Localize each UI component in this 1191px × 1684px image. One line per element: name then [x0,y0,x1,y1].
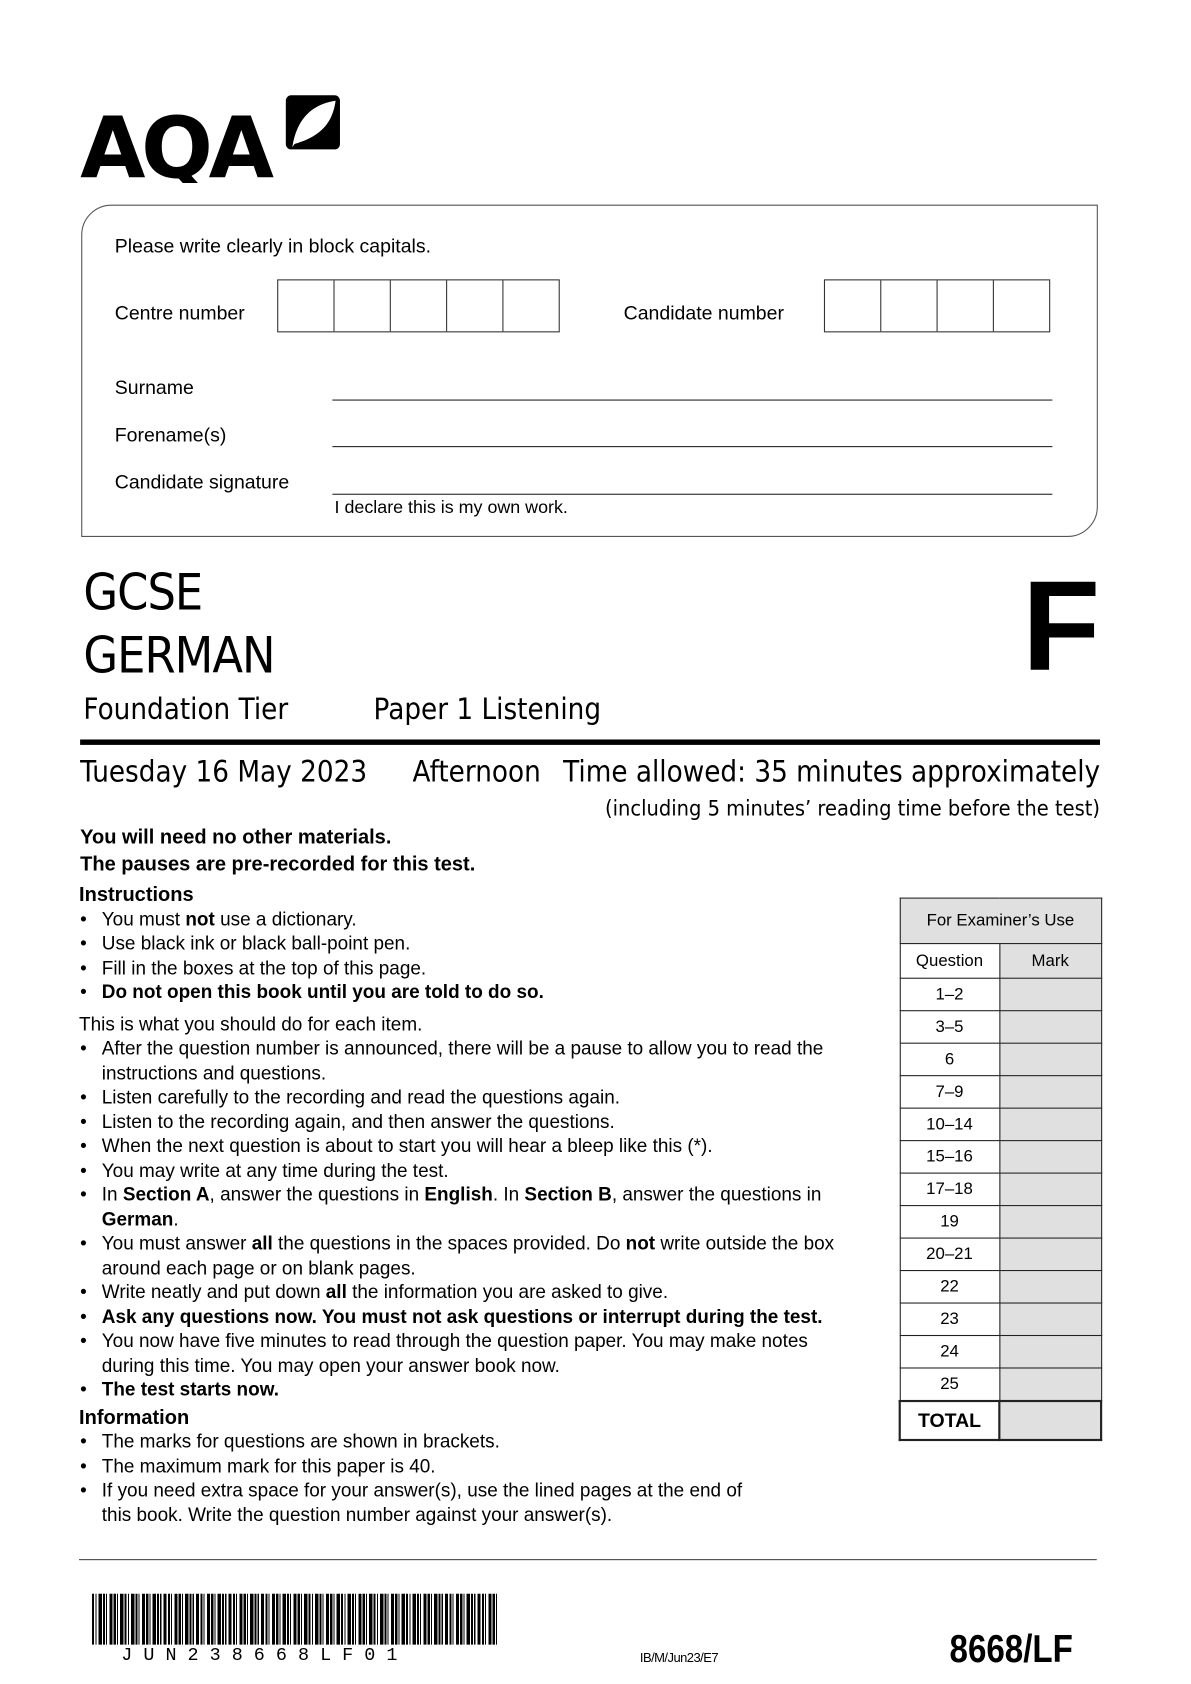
instruction-item [79,1109,834,1133]
text-segment: Section A [122,1183,210,1206]
mark-cell[interactable] [999,1141,1101,1173]
question-number: 15–16 [900,1141,1000,1173]
surname-label: Surname [114,376,194,399]
text-segment: not [625,1232,656,1254]
svg-text:AQA: AQA [80,99,270,183]
examiner-table-row [900,1141,1101,1173]
text-segment: Listen carefully to the recording and read the questions again. [101,1085,621,1108]
text-segment: during this time. You may open your answer book now. [101,1353,560,1376]
paper-code: 8668/LF [949,1626,1073,1671]
instruction-item [79,1304,834,1328]
tier-label: Foundation Tier [83,692,289,727]
footer-divider [79,1559,1097,1560]
candidate-number-input[interactable] [824,279,1050,332]
mark-cell[interactable] [999,978,1101,1010]
instructions-section [79,882,834,1526]
examiner-table-row [900,1368,1101,1401]
subject-title: GERMAN [83,625,275,685]
text-segment: the information you are asked to give. [346,1280,669,1303]
declaration-text: I declare this is my own work. [334,498,568,518]
question-number: 10–14 [900,1108,1000,1140]
text-segment: . In [492,1183,525,1206]
examiner-table-row [900,1303,1101,1335]
pauses-note: The pauses are pre-recorded for this test. [80,851,476,875]
examiner-table-row [900,978,1101,1010]
text-segment: German [101,1207,174,1230]
aqa-logo [80,91,345,183]
examiner-table-row [900,1043,1101,1075]
instruction-item [79,1231,834,1255]
instruction-item-continued [79,1061,834,1085]
title-divider [80,739,1100,744]
examiner-table-title: For Examiner’s Use [900,898,1101,943]
examiner-table-row [900,1011,1101,1043]
text-segment: The maximum mark for this paper is 40. [101,1454,436,1477]
instruction-item [79,1085,834,1109]
text-segment: In [101,1183,123,1206]
instruction-item [79,1134,834,1158]
centre-number-label: Centre number [114,302,245,324]
candidate-number-label: Candidate number [623,302,784,324]
question-number: 3–5 [900,1011,1000,1043]
block-capitals-instruction: Please write clearly in block capitals. [114,234,432,257]
text-segment: Write neatly and put down [101,1280,326,1303]
question-number: 7–9 [900,1076,1000,1108]
mark-cell[interactable] [999,1011,1101,1043]
text-segment: The test starts now. [101,1378,279,1400]
barcode [92,1594,498,1645]
item-intro: This is what you should do for each item. [79,1012,423,1035]
instruction-item [79,1429,834,1453]
examiner-table-row [900,1238,1101,1270]
question-column-header: Question [900,944,1000,979]
instruction-item-continued [79,1255,834,1279]
instruction-item-continued [79,1502,834,1526]
reading-time: (including 5 minutes’ reading time before the test) [605,794,1101,821]
forename-label: Forename(s) [114,424,227,447]
exam-date: Tuesday 16 May 2023 [80,755,368,790]
instruction-item [79,1478,834,1502]
barcode-text: J U N 2 3 8 6 6 8 L F 0 1 [121,1645,398,1667]
information-heading: Information [79,1404,190,1428]
text-segment: English [424,1183,493,1206]
question-number: 25 [900,1368,1000,1401]
instruction-item [79,1280,834,1304]
mark-column-header: Mark [999,944,1101,979]
question-number: 23 [900,1303,1000,1335]
mark-cell[interactable] [999,1043,1101,1075]
instruction-item [79,1377,834,1401]
question-number: 6 [900,1043,1000,1075]
mark-cell[interactable] [999,1368,1101,1401]
mark-cell[interactable] [999,1303,1101,1335]
signature-label: Candidate signature [114,470,290,493]
question-number: 19 [900,1206,1000,1238]
text-segment: After the question number is announced, there will be a pause to allow you to read the [101,1037,824,1059]
materials-note: You will need no other materials. [80,825,392,848]
examiner-table-row [900,1173,1101,1205]
surname-field[interactable] [332,400,1052,401]
text-segment: , answer the questions in [209,1183,425,1206]
examiner-table-row [900,1108,1101,1140]
text-segment: You must [101,907,186,930]
text-segment: not [185,907,215,930]
instruction-item [79,931,834,955]
instruction-item [79,907,834,931]
text-segment: Fill in the boxes at the top of this page. [101,956,427,979]
text-segment: If you need extra space for your answer(s), use the lined pages at the end of [101,1478,743,1501]
text-segment: all [325,1280,347,1303]
text-segment: the questions in the spaces provided. Do [272,1232,626,1254]
question-number: 20–21 [900,1238,1000,1270]
mark-cell[interactable] [999,1173,1101,1205]
instructions-heading: Instructions [79,882,194,906]
mark-cell[interactable] [999,1206,1101,1238]
instruction-item [79,1182,834,1206]
text-segment: When the next question is about to start you will hear a bleep like this (*). [101,1134,713,1157]
text-segment: Use black ink or black ball-point pen. [101,932,411,954]
centre-number-input[interactable] [277,279,560,332]
text-segment: . [173,1207,179,1230]
text-segment: The marks for questions are shown in brackets. [101,1430,500,1452]
text-segment: write outside the box [655,1232,835,1254]
text-segment: , answer the questions in [611,1183,822,1206]
text-segment: You now have five minutes to read through the question paper. You may make notes [101,1329,808,1352]
forename-field[interactable] [332,446,1052,447]
instruction-item-continued [79,1207,834,1231]
examiner-table-row [900,1336,1101,1368]
question-number: 24 [900,1336,1000,1368]
text-segment: Do not open this book until you are told to do so. [101,980,544,1003]
exam-session: Afternoon [412,755,541,790]
mark-cell[interactable] [999,1076,1101,1108]
question-number: 17–18 [900,1173,1000,1205]
text-segment: Section B [524,1183,612,1206]
examiner-table-row [900,1076,1101,1108]
text-segment: Listen to the recording again, and then answer the questions. [101,1110,615,1132]
instruction-item [79,1036,834,1060]
examiner-table-row [900,1271,1101,1303]
qualification-title: GCSE [83,563,203,622]
text-segment: this book. Write the question number against your answer(s). [101,1503,613,1525]
text-segment: instructions and questions. [101,1061,327,1084]
question-number: 22 [900,1271,1000,1303]
total-mark-cell[interactable] [999,1401,1101,1440]
text-segment: around each page or on blank pages. [101,1256,416,1279]
mark-cell[interactable] [999,1271,1101,1303]
instruction-item-continued [79,1353,834,1377]
text-segment: You must answer [101,1232,252,1254]
text-segment: all [251,1232,273,1254]
examiner-table-row [900,1206,1101,1238]
mark-cell[interactable] [999,1336,1101,1368]
instruction-item [79,1454,834,1478]
paper-label: Paper 1 Listening [373,692,602,727]
reference-code: IB/M/Jun23/E7 [639,1650,719,1666]
mark-cell[interactable] [999,1108,1101,1140]
signature-field[interactable] [332,494,1052,495]
question-number: 1–2 [900,978,1000,1010]
instruction-item [79,955,834,979]
time-allowed: Time allowed: 35 minutes approximately [563,755,1101,790]
instruction-item [79,1328,834,1352]
mark-cell[interactable] [999,1238,1101,1270]
text-segment: use a dictionary. [214,907,357,930]
text-segment: Ask any questions now. You must not ask questions or interrupt during the test. [101,1305,823,1327]
examiner-use-table [899,898,1103,1442]
instruction-item [79,980,834,1004]
tier-letter: F [1022,555,1101,699]
total-label: TOTAL [900,1401,1000,1440]
text-segment: You may write at any time during the test. [101,1159,449,1181]
instruction-item [79,1158,834,1182]
